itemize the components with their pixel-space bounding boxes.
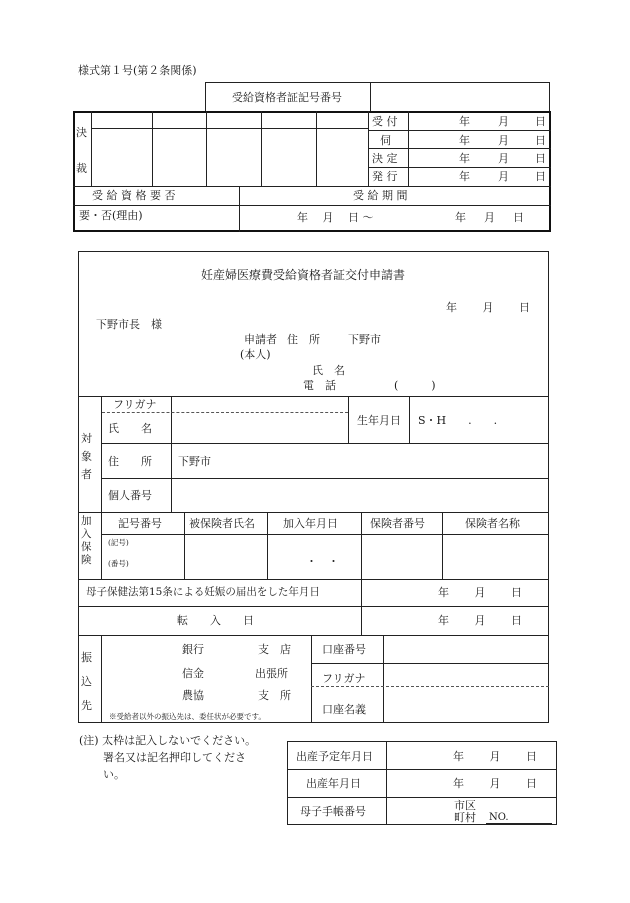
birth-date-label: 出産年月日 bbox=[306, 777, 361, 790]
notice-label: 母子保健法第15条による妊娠の届出をした年月日 bbox=[86, 586, 320, 598]
note-line-3: い。 bbox=[103, 768, 125, 781]
phone-parens: ( ) bbox=[394, 379, 436, 392]
name-label: 氏 名 bbox=[312, 364, 345, 377]
status-row-tsuki: 月 bbox=[498, 134, 509, 147]
branch-name: 支 所 bbox=[258, 689, 291, 702]
branch-name: 支 店 bbox=[258, 643, 291, 656]
status-row-tsuki: 月 bbox=[498, 170, 509, 183]
techo-no: NO. bbox=[489, 812, 509, 823]
furigana-label: フリガナ bbox=[113, 398, 157, 411]
due-label: 出産予定年月日 bbox=[296, 750, 373, 763]
status-row-tsuki: 月 bbox=[498, 152, 509, 165]
account-name-label: 口座名義 bbox=[322, 703, 366, 716]
ins-date-dots: ・ ・ bbox=[306, 555, 339, 568]
ins-header: 加入年月日 bbox=[283, 517, 338, 530]
status-row-label: 発 行 bbox=[372, 170, 398, 183]
address-value: 下野市 bbox=[348, 333, 381, 346]
insurance-label: 加入保険 bbox=[81, 515, 92, 566]
form-number: 様式第１号(第２条関係) bbox=[78, 64, 197, 77]
cert-number-label: 受給資格者証記号番号 bbox=[232, 91, 342, 104]
status-row-nen: 年 bbox=[459, 115, 470, 128]
period-label: 受 給 期 間 bbox=[353, 189, 408, 202]
status-row-label: 決 定 bbox=[372, 152, 398, 165]
status-row-label: 受 付 bbox=[372, 115, 398, 128]
addressee: 下野市長 様 bbox=[96, 318, 162, 331]
ins-header: 被保険者氏名 bbox=[189, 517, 255, 530]
status-row-label: 伺 bbox=[380, 134, 391, 147]
decision-label-1: 決 bbox=[76, 126, 87, 139]
transfer-label: 転 入 日 bbox=[177, 614, 254, 627]
birth-value: S・H . . bbox=[418, 414, 498, 427]
techo-label: 母子手帳番号 bbox=[300, 805, 366, 818]
birth-label: 生年月日 bbox=[357, 414, 401, 427]
bank-note: ※受給者以外の振込先は、委任状が必要です。 bbox=[109, 712, 266, 721]
techo-number-underline bbox=[486, 823, 552, 824]
subject-label: 対象者 bbox=[81, 432, 92, 481]
status-row-hi: 日 bbox=[535, 134, 546, 147]
date-line: 年 月 日 bbox=[446, 301, 530, 314]
note-line-2: 署名又は記名押印してくださ bbox=[103, 751, 246, 764]
account-number-label: 口座番号 bbox=[322, 643, 366, 656]
applicant-self: (本人) bbox=[240, 348, 271, 361]
ins-header: 保険者番号 bbox=[370, 517, 425, 530]
phone-label: 電 話 bbox=[303, 379, 336, 392]
bank-name: 信金 bbox=[182, 667, 204, 680]
status-row-nen: 年 bbox=[459, 152, 470, 165]
techo-shiku: 市区 bbox=[454, 799, 476, 812]
bank-name: 銀行 bbox=[182, 643, 204, 656]
notice-date: 年 月 日 bbox=[438, 586, 522, 599]
ins-header: 記号番号 bbox=[118, 517, 162, 530]
jusho-value: 下野市 bbox=[178, 455, 211, 468]
due-date: 年 月 日 bbox=[453, 750, 537, 763]
ins-header: 保険者名称 bbox=[465, 517, 520, 530]
bank-name: 農協 bbox=[182, 689, 204, 702]
status-row-hi: 日 bbox=[535, 152, 546, 165]
techo-chouson: 町村 bbox=[454, 811, 476, 824]
period-from: 年 月 日 ～ bbox=[297, 211, 374, 224]
applicant-label: 申請者 bbox=[244, 333, 277, 346]
status-row-hi: 日 bbox=[535, 115, 546, 128]
account-furigana-label: フリガナ bbox=[322, 672, 366, 685]
status-row-hi: 日 bbox=[535, 170, 546, 183]
ins-kigo: (記号) bbox=[108, 538, 129, 547]
ins-bango: (番号) bbox=[108, 559, 129, 568]
branch-name: 出張所 bbox=[255, 667, 288, 680]
form-title: 妊産婦医療費受給資格者証交付申請書 bbox=[201, 268, 406, 282]
yes-no-label: 要・否(理由) bbox=[79, 209, 143, 222]
period-to: 年 月 日 bbox=[455, 211, 524, 224]
birth-date-value: 年 月 日 bbox=[453, 777, 537, 790]
address-label: 住 所 bbox=[287, 333, 320, 346]
status-row-nen: 年 bbox=[459, 170, 470, 183]
eligibility-label: 受 給 資 格 要 否 bbox=[92, 189, 176, 202]
transfer-date: 年 月 日 bbox=[438, 614, 522, 627]
jusho-label: 住 所 bbox=[108, 455, 152, 468]
note-line-1: (注) 太枠は記入しないでください。 bbox=[79, 734, 257, 747]
shimei-label: 氏 名 bbox=[108, 422, 152, 435]
kojin-label: 個人番号 bbox=[108, 489, 152, 502]
status-row-nen: 年 bbox=[459, 134, 470, 147]
bank-section-label: 振込先 bbox=[81, 651, 92, 712]
status-row-tsuki: 月 bbox=[498, 115, 509, 128]
decision-label-2: 裁 bbox=[76, 162, 87, 175]
